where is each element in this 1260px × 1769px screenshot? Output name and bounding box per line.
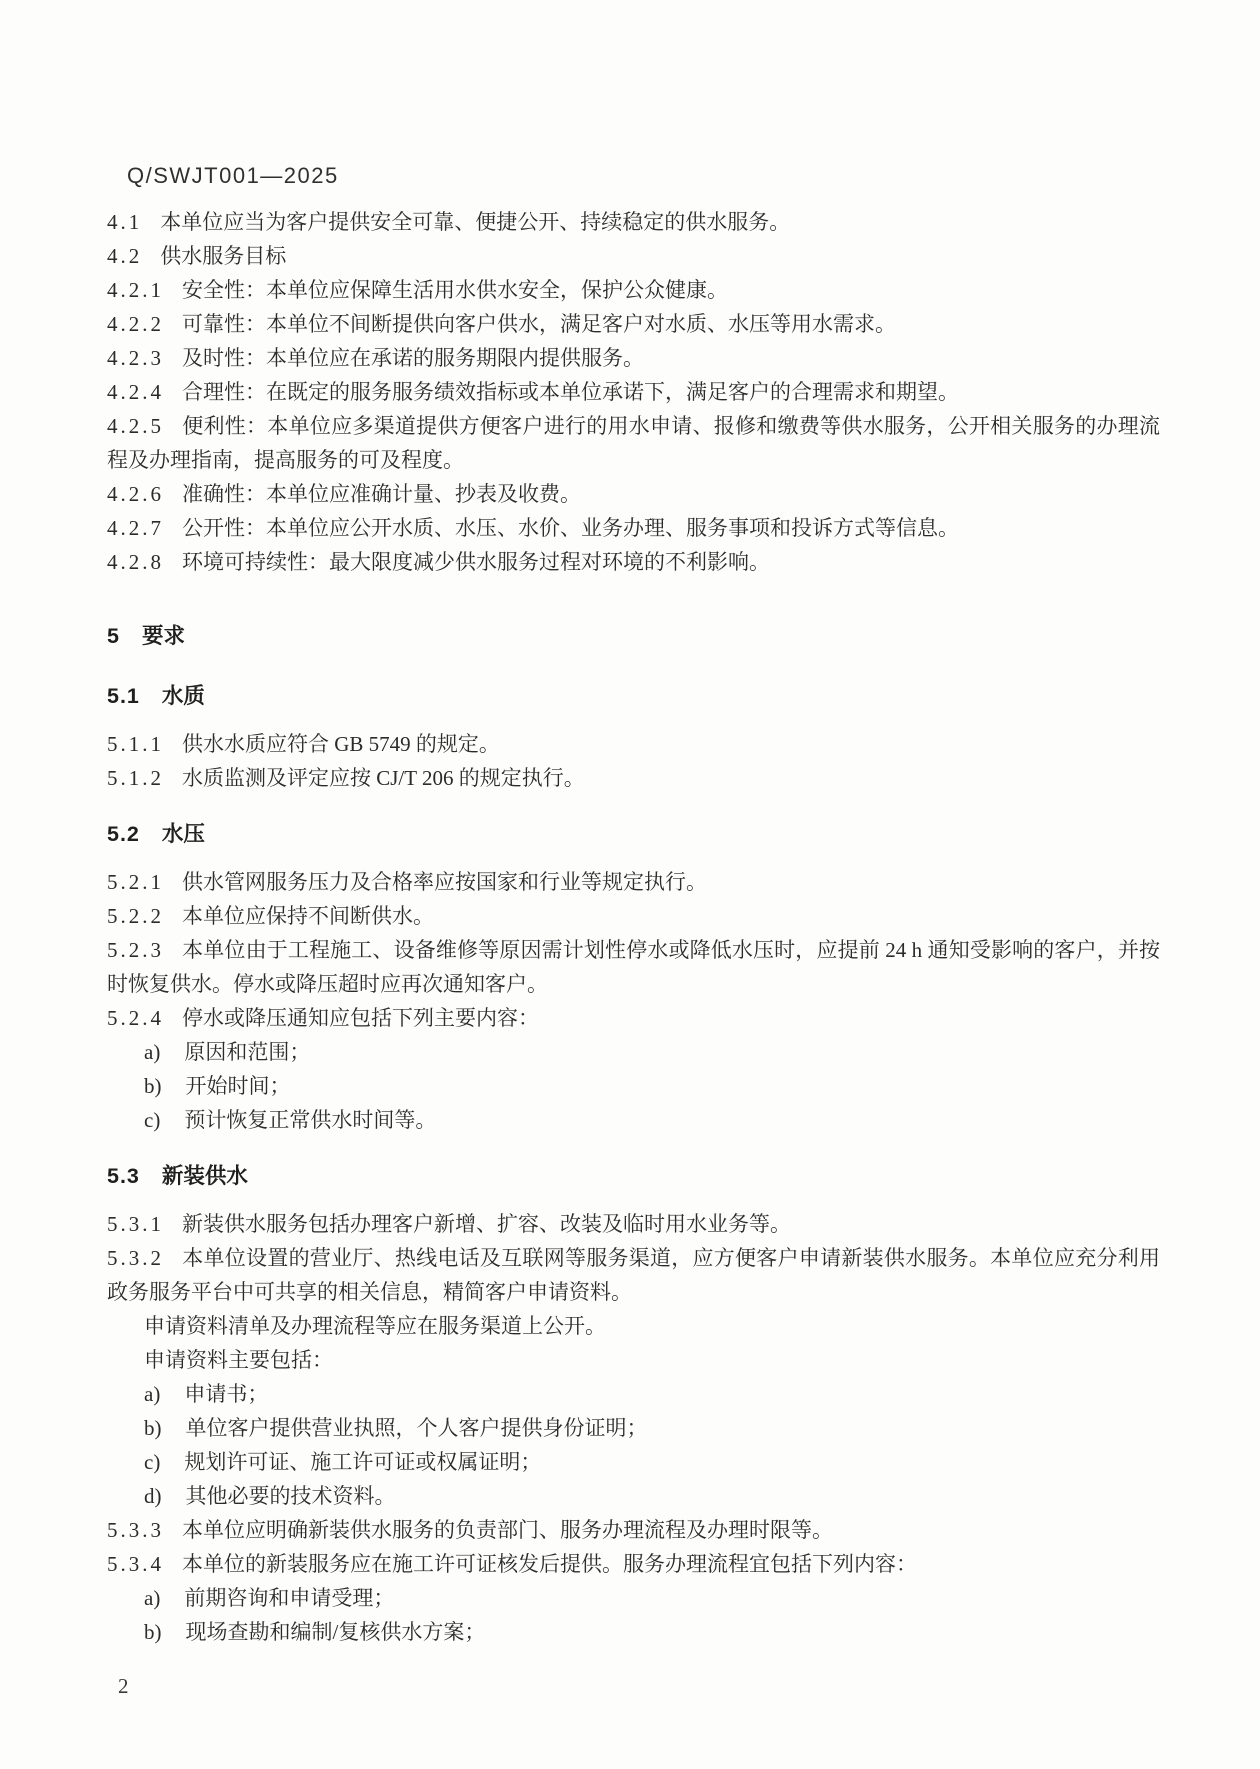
list-marker: a): [144, 1040, 161, 1064]
list-text: 开始时间；: [185, 1074, 291, 1098]
list-text: 规划许可证、施工许可证或权属证明；: [184, 1450, 542, 1474]
list-text: 现场查勘和编制/复核供水方案；: [185, 1620, 486, 1644]
clause-number: 4.2: [107, 244, 143, 268]
clause-text: 本单位应当为客户提供安全可靠、便捷公开、持续稳定的供水服务。: [160, 210, 791, 234]
list-marker: b): [144, 1620, 162, 1644]
clause-number: 5.3.2: [107, 1246, 164, 1270]
clause-4-2-7: [107, 511, 1160, 545]
paragraph-text: 申请资料主要包括：: [144, 1348, 333, 1372]
list-marker: c): [144, 1450, 161, 1474]
list-text: 预计恢复正常供水时间等。: [184, 1108, 437, 1132]
clause-number: 5.2.4: [107, 1006, 164, 1030]
clause-text: 准确性：本单位应准确计量、抄表及收费。: [182, 482, 581, 506]
clause-text: 本单位应保持不间断供水。: [182, 904, 434, 928]
heading-5-2-water-pressure: [107, 817, 1160, 851]
list-marker: c): [144, 1108, 161, 1132]
list-item-b: [107, 1069, 1160, 1103]
heading-number: 5: [107, 624, 120, 648]
clause-number: 4.2.2: [107, 312, 164, 336]
list-marker: b): [144, 1416, 162, 1440]
clause-5-2-4: [107, 1001, 1160, 1035]
clause-4-2-4: [107, 375, 1160, 409]
heading-number: 5.3: [107, 1164, 140, 1188]
clause-text: 停水或降压通知应包括下列主要内容：: [182, 1006, 539, 1030]
clause-4-2-3: [107, 341, 1160, 375]
heading-number: 5.2: [107, 822, 140, 846]
list-item-a: [107, 1377, 1160, 1411]
list-text: 原因和范围；: [184, 1040, 311, 1064]
heading-text: 要求: [141, 624, 185, 648]
paragraph-text: 申请资料清单及办理流程等应在服务渠道上公开。: [144, 1314, 606, 1338]
clause-5-2-1: [107, 865, 1160, 899]
list-item-b: [107, 1615, 1160, 1649]
document-body: [107, 205, 1160, 1649]
clause-text: 本单位应明确新装供水服务的负责部门、服务办理流程及办理时限等。: [182, 1518, 833, 1542]
clause-text: 安全性：本单位应保障生活用水供水安全，保护公众健康。: [182, 278, 728, 302]
clause-text: 本单位的新装服务应在施工许可证核发后提供。服务办理流程宜包括下列内容：: [182, 1552, 917, 1576]
clause-5-3-2: [107, 1241, 1160, 1309]
list-item-a: [107, 1035, 1160, 1069]
list-marker: a): [144, 1586, 161, 1610]
clause-4-1: [107, 205, 1160, 239]
list-item-c: [107, 1445, 1160, 1479]
clause-text: 公开性：本单位应公开水质、水压、水价、业务办理、服务事项和投诉方式等信息。: [182, 516, 959, 540]
list-marker: d): [144, 1484, 162, 1508]
heading-5-1-water-quality: [107, 679, 1160, 713]
clause-text: 新装供水服务包括办理客户新增、扩容、改装及临时用水业务等。: [182, 1212, 791, 1236]
clause-4-2-5: [107, 409, 1160, 477]
clause-number: 4.2.7: [107, 516, 164, 540]
clause-text: 供水管网服务压力及合格率应按国家和行业等规定执行。: [182, 870, 707, 894]
heading-5-3-new-connection: [107, 1159, 1160, 1193]
clause-5-1-2: [107, 761, 1160, 795]
clause-4-2-2: [107, 307, 1160, 341]
clause-number: 4.2.5: [107, 414, 164, 438]
list-marker: a): [144, 1382, 161, 1406]
clause-text: 本单位设置的营业厅、热线电话及互联网等服务渠道，应方便客户申请新装供水服务。本单位应充分利用政务服务平台中可共享的相关信息，精简客户申请资料。: [107, 1246, 1160, 1304]
list-text: 单位客户提供营业执照，个人客户提供身份证明；: [185, 1416, 648, 1440]
clause-5-2-3: [107, 933, 1160, 1001]
clause-4-2-6: [107, 477, 1160, 511]
clause-text: 及时性：本单位应在承诺的服务期限内提供服务。: [182, 346, 644, 370]
clause-number: 4.1: [107, 210, 143, 234]
clause-number: 4.2.3: [107, 346, 164, 370]
clause-number: 5.3.4: [107, 1552, 164, 1576]
clause-4-2: [107, 239, 1160, 273]
list-marker: b): [144, 1074, 162, 1098]
clause-number: 5.2.1: [107, 870, 164, 894]
clause-text: 水质监测及评定应按 CJ/T 206 的规定执行。: [182, 766, 585, 790]
list-item-b: [107, 1411, 1160, 1445]
clause-number: 4.2.6: [107, 482, 164, 506]
clause-4-2-1: [107, 273, 1160, 307]
heading-number: 5.1: [107, 684, 140, 708]
list-text: 其他必要的技术资料。: [185, 1484, 396, 1508]
clause-4-2-8: [107, 545, 1160, 579]
clause-5-3-3: [107, 1513, 1160, 1547]
clause-number: 5.3.1: [107, 1212, 164, 1236]
heading-5-requirements: [107, 619, 1160, 653]
clause-5-1-1: [107, 727, 1160, 761]
clause-5-2-2: [107, 899, 1160, 933]
clause-number: 5.2.2: [107, 904, 164, 928]
clause-text: 可靠性：本单位不间断提供向客户供水，满足客户对水质、水压等用水需求。: [182, 312, 896, 336]
list-text: 申请书；: [184, 1382, 269, 1406]
clause-number: 4.2.4: [107, 380, 164, 404]
clause-text: 供水服务目标: [160, 244, 287, 268]
list-text: 前期咨询和申请受理；: [184, 1586, 395, 1610]
paragraph-application-materials: [107, 1343, 1160, 1377]
clause-5-3-4: [107, 1547, 1160, 1581]
list-item-d: [107, 1479, 1160, 1513]
heading-text: 水压: [161, 822, 205, 846]
clause-number: 5.1.2: [107, 766, 164, 790]
list-item-c: [107, 1103, 1160, 1137]
clause-text: 便利性：本单位应多渠道提供方便客户进行的用水申请、报修和缴费等供水服务，公开相关服务的办理流程及办理指南，提高服务的可及程度。: [107, 414, 1160, 472]
clause-number: 4.2.1: [107, 278, 164, 302]
heading-text: 新装供水: [161, 1164, 248, 1188]
list-item-a: [107, 1581, 1160, 1615]
document-code: Q/SWJT001—2025: [127, 163, 339, 188]
clause-5-3-1: [107, 1207, 1160, 1241]
clause-text: 本单位由于工程施工、设备维修等原因需计划性停水或降低水压时，应提前 24 h 通知受影响的客户，并按时恢复供水。停水或降压超时应再次通知客户。: [107, 938, 1160, 996]
heading-text: 水质: [161, 684, 205, 708]
paragraph-application-disclosure: [107, 1309, 1160, 1343]
page-number: 2: [118, 1674, 129, 1698]
clause-text: 环境可持续性：最大限度减少供水服务过程对环境的不利影响。: [182, 550, 770, 574]
clause-number: 5.3.3: [107, 1518, 164, 1542]
clause-number: 5.1.1: [107, 732, 164, 756]
clause-text: 合理性：在既定的服务服务绩效指标或本单位承诺下，满足客户的合理需求和期望。: [182, 380, 959, 404]
clause-number: 4.2.8: [107, 550, 164, 574]
clause-number: 5.2.3: [107, 938, 164, 962]
clause-text: 供水水质应符合 GB 5749 的规定。: [182, 732, 500, 756]
